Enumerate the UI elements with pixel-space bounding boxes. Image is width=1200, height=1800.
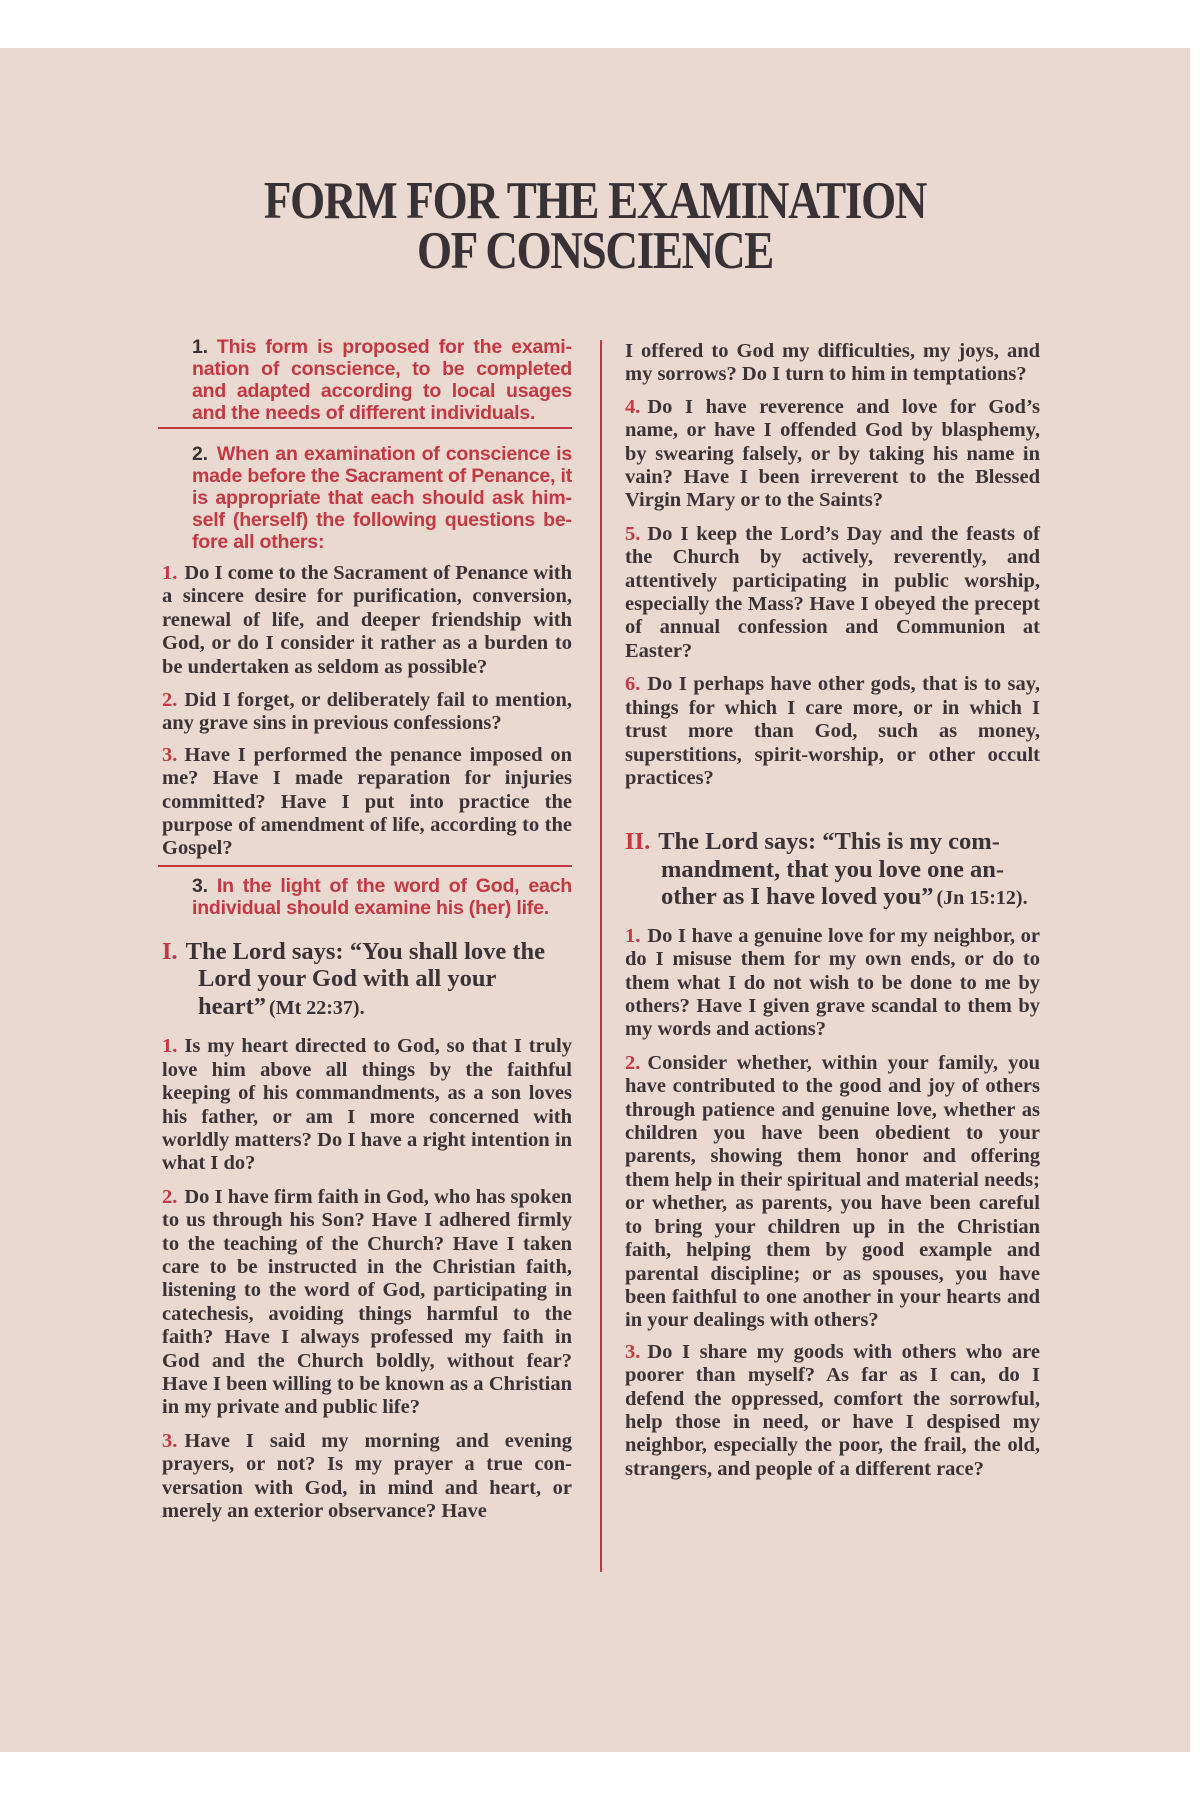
page-title-line2: OF CONSCIENCE [417, 222, 773, 280]
section-1-numeral: I. [162, 937, 178, 965]
question-number: 1. [625, 924, 641, 947]
page-background [0, 48, 1190, 1752]
question-item [162, 689, 572, 736]
intro-note-3-number: 3. [192, 874, 208, 897]
question-item [162, 562, 572, 679]
horizontal-rule-top [158, 427, 572, 429]
intro-note-1-number: 1. [192, 336, 208, 358]
question-item [162, 744, 572, 861]
question-text: Do I keep the Lord’s Day and the feasts of the Church by actively, reverently, and attentively participating in public worship, especially the Mass? Have I obeyed the precept of annual confession and Communion at Easter? [625, 522, 1040, 662]
question-item [625, 523, 1040, 663]
intro-note-2-text: When an examination of conscience is made before the Sacrament of Penance, it is appropriate that each should ask himself (herself) the following questions before all others: [192, 443, 572, 553]
question-text: Do I have reverence and love for God’s name, or have I offended God by blasphemy, by swearing falsely, or by taking his name in vain? Have I been irreverent to the Blessed Virgin Mary or to the Saints? [625, 395, 1040, 512]
question-text: Do I have a genuine love for my neighbor, or do I misuse them for my own ends, or do to them what I do not wish to be done to me by others? Have I given grave scandal to them by my words and actions? [625, 924, 1040, 1041]
question-number: 3. [625, 1340, 641, 1363]
intro-note-3-text: In the light of the word of God, each individual should examine his (her) life. [192, 874, 572, 919]
intro-note-1-text: This form is proposed for the examination of conscience, to be completed and adapted according to local usages and the needs of different individuals. [192, 336, 572, 424]
question-text: Do I have firm faith in God, who has spoken to us through his Son? Have I adhered firmly to the teaching of the Church? Have I taken care to be instructed in the Christian faith, listening to the word of God, participating in catechesis, avoiding things harmful to the faith? Have I always professed my faith in God and the Church boldly, without fear? Have I been willing to be known as a Christian in my private and public life? [162, 1185, 572, 1419]
question-text: Have I said my morning and evening prayers, or not? Is my prayer a true conversation with God, in mind and heart, or merely an exterior observance? Have [162, 1429, 572, 1523]
question-number: 5. [625, 522, 641, 545]
intro-note-3 [192, 875, 572, 919]
question-number: 2. [625, 1051, 641, 1074]
intro-note-2 [192, 443, 572, 553]
column-divider [600, 340, 602, 1572]
right-column [625, 340, 1040, 1481]
section-heading-2 [625, 828, 1040, 913]
question-item [625, 396, 1040, 513]
question-text: Consider whether, within your family, you have contributed to the good and joy of others through patience and genuine love, whether as children you have been obedient to your parents, showing them honor and offering them help in their spiritual and material needs; or whether, as parents, you have been careful to bring your children up in the Christian faith, helping them by good example and parental discipline; or as spouses, you have been faithful to one another in your hearts and in your dealings with others? [625, 1051, 1040, 1332]
left-column [162, 336, 572, 1524]
question-item [625, 1341, 1040, 1481]
continued-question-text: I offered to God my difficulties, my joys, and my sorrows? Do I turn to him in temptations? [625, 340, 1040, 386]
section-2-text: The Lord says: “This is my commandment, that you love one another as I have loved you” [658, 828, 1005, 911]
question-text: Do I come to the Sacrament of Penance with a sincere desire for purification, conversion, renewal of life, and deeper friendship with God, or do I consider it rather as a burden to be undertaken as seldom as possible? [162, 562, 572, 678]
question-item [162, 1186, 572, 1420]
question-item [625, 673, 1040, 790]
question-number: 1. [162, 1035, 178, 1058]
page-title-line1: FORM FOR THE EXAMINATION [263, 172, 927, 230]
intro-note-2-number: 2. [192, 443, 208, 465]
page-title [89, 172, 1101, 280]
question-number: 3. [162, 1429, 178, 1452]
question-item [162, 1430, 572, 1524]
question-text: Do I share my goods with others who are poorer than myself? As far as I can, do I defend the oppressed, comfort the sorrowful, help those in need, or have I despised my neighbor, especially the poor, the frail, the old, strangers, and people of a different race? [625, 1340, 1040, 1480]
section-2-scripture-ref: (Jn 15:12). [936, 887, 1028, 910]
question-item [162, 1035, 572, 1175]
question-text: Do I perhaps have other gods, that is to say, things for which I care more, or in which I trust more than God, such as money, superstitions, spirit-worship, or other occult practices? [625, 673, 1040, 789]
question-number: 6. [625, 673, 641, 696]
section-heading-1 [162, 938, 572, 1023]
question-item [625, 925, 1040, 1042]
question-text: Have I performed the penance imposed on me? Have I made reparation for injuries committed? Have I put into practice the purpose of amendment of life, according to the Gospel? [162, 743, 572, 860]
question-number: 2. [162, 1185, 178, 1208]
question-item [625, 1052, 1040, 1333]
section-1-scripture-ref: (Mt 22:37). [269, 996, 365, 1019]
section-2-numeral: II. [625, 828, 651, 856]
question-number: 2. [162, 689, 178, 712]
question-text: Did I forget, or deliberately fail to mention, any grave sins in previous confessions? [162, 689, 572, 735]
section-1-text: The Lord says: “You shall love the Lord your God with all your heart” [185, 937, 546, 1020]
question-number: 1. [162, 562, 178, 584]
question-number: 4. [625, 395, 641, 418]
intro-note-1 [192, 336, 572, 424]
question-number: 3. [162, 743, 178, 766]
question-text: Is my heart directed to God, so that I truly love him above all things by the faithful keeping of his commandments, as a son loves his father, or am I more concerned with worldly matters? Do I have a right intention in what I do? [162, 1035, 572, 1175]
horizontal-rule-middle [158, 865, 572, 867]
